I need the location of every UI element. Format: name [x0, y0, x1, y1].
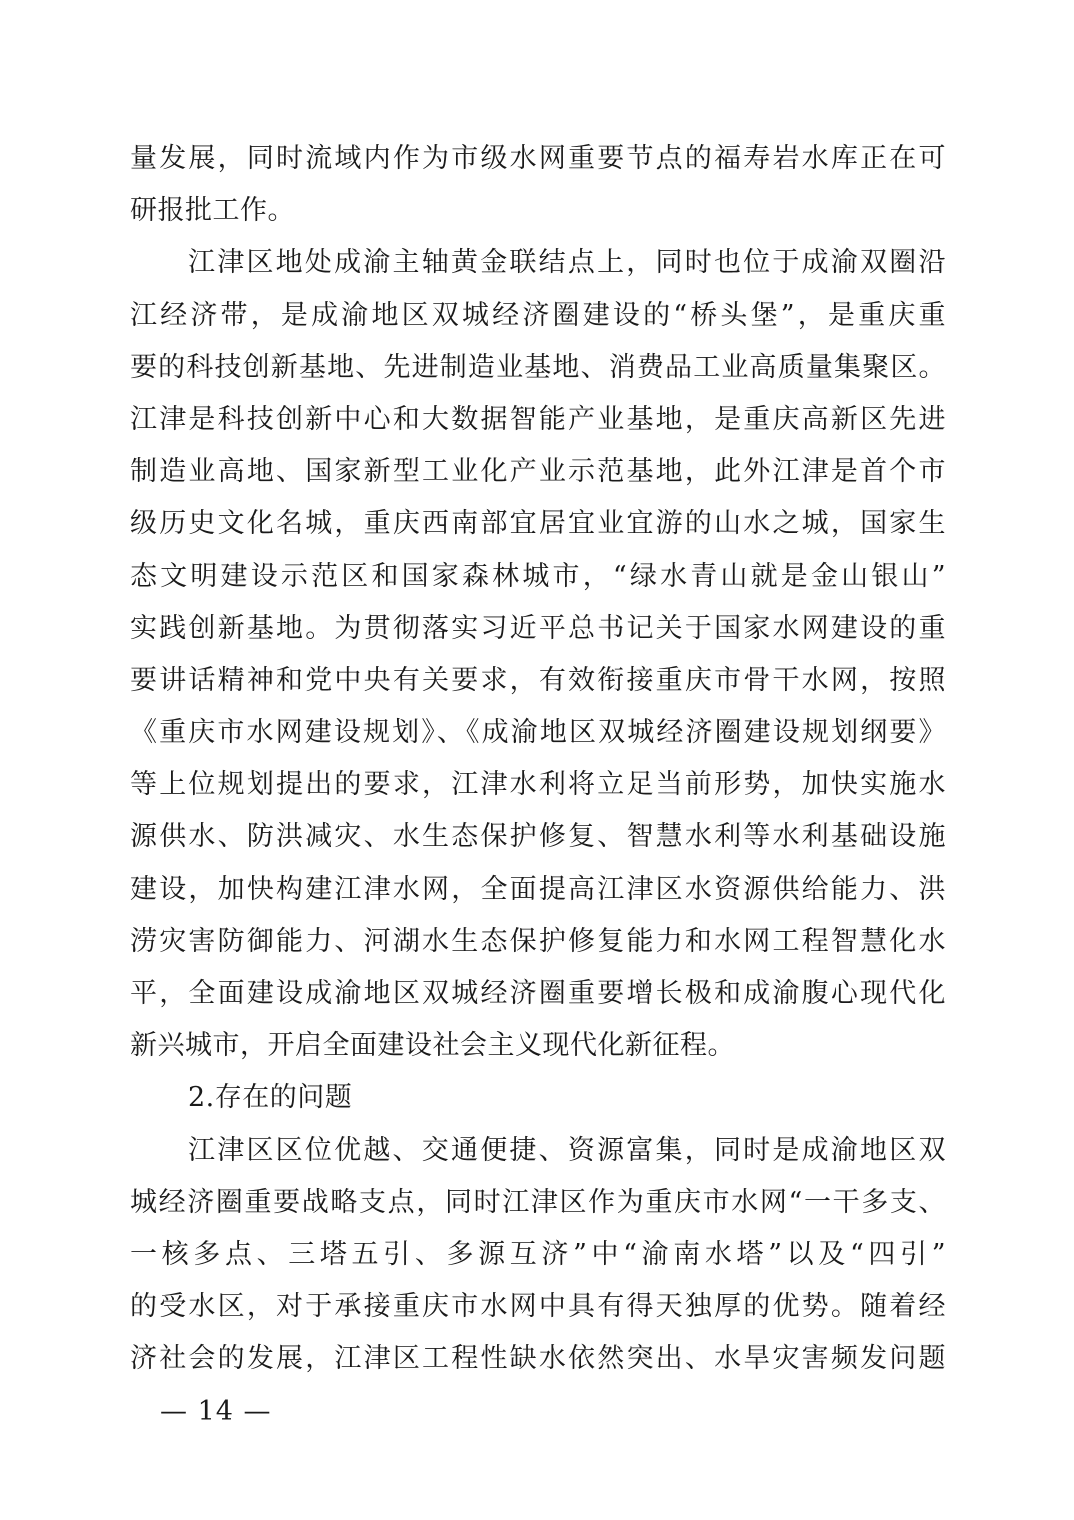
text-line: 建设，加快构建江津水网，全面提高江津区水资源供给能力、洪	[130, 873, 946, 905]
section-heading: 2.存在的问题	[188, 1082, 353, 1114]
text-line: 涝灾害防御能力、河湖水生态保护修复能力和水网工程智慧化水	[130, 925, 946, 957]
text-line: 一核多点、三塔五引、多源互济”中“渝南水塔”以及“四引”	[130, 1238, 946, 1270]
text-line: 新兴城市，开启全面建设社会主义现代化新征程。	[130, 1030, 735, 1062]
text-line: 级历史文化名城，重庆西南部宜居宜业宜游的山水之城，国家生	[130, 508, 946, 540]
text-line: 江津区区位优越、交通便捷、资源富集，同时是成渝地区双	[188, 1134, 946, 1166]
text-line: 要的科技创新基地、先进制造业基地、消费品工业高质量集聚区。	[130, 351, 946, 383]
text-line: 平，全面建设成渝地区双城经济圈重要增长极和成渝腹心现代化	[130, 978, 946, 1009]
text-line: 江津区地处成渝主轴黄金联结点上，同时也位于成渝双圈沿	[188, 247, 946, 279]
page-number: — 14 —	[160, 1396, 272, 1427]
text-line: 态文明建设示范区和国家森林城市，“绿水青山就是金山银山”	[130, 560, 946, 592]
text-line: 等上位规划提出的要求，江津水利将立足当前形势，加快实施水	[130, 769, 946, 801]
body-text	[130, 133, 946, 1386]
text-line: 要讲话精神和党中央有关要求，有效衔接重庆市骨干水网，按照	[130, 664, 946, 696]
text-line: 制造业高地、国家新型工业化产业示范基地，此外江津是首个市	[130, 456, 946, 488]
text-line: 源供水、防洪减灾、水生态保护修复、智慧水利等水利基础设施	[130, 821, 946, 853]
text-line: 江津是科技创新中心和大数据智能产业基地，是重庆高新区先进	[130, 403, 946, 435]
text-line: 的受水区，对于承接重庆市水网中具有得天独厚的优势。随着经	[130, 1291, 946, 1323]
text-line: 城经济圈重要战略支点，同时江津区作为重庆市水网“一干多支、	[130, 1186, 946, 1218]
text-line: 实践创新基地。为贯彻落实习近平总书记关于国家水网建设的重	[130, 612, 946, 644]
text-line: 研报批工作。	[130, 195, 295, 227]
text-line: 济社会的发展，江津区工程性缺水依然突出、水旱灾害频发问题	[130, 1343, 946, 1375]
text-line: 江经济带，是成渝地区双城经济圈建设的“桥头堡”，是重庆重	[130, 299, 946, 331]
text-line: 量发展，同时流域内作为市级水网重要节点的福寿岩水库正在可	[130, 143, 946, 174]
text-line: 《重庆市水网建设规划》、《成渝地区双城经济圈建设规划纲要》	[130, 717, 946, 749]
